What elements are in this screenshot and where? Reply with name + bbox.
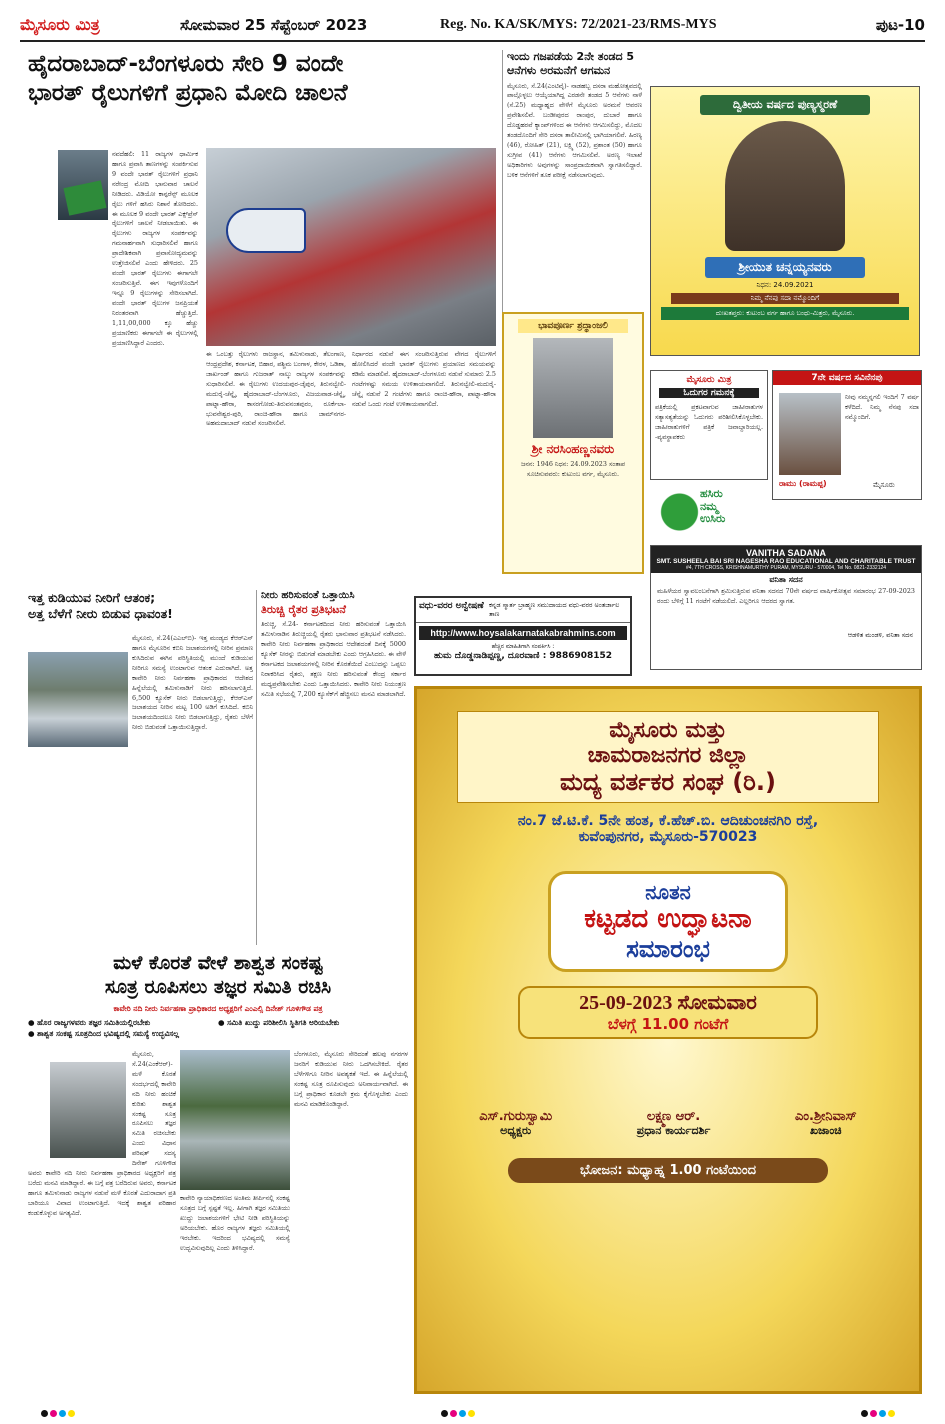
ad-line3: ಮದ್ಯ ವರ್ತಕರ ಸಂಘ (ರಿ.) bbox=[560, 768, 776, 796]
obit2-photo bbox=[533, 338, 613, 438]
water-body-text: ಮೈಸೂರು, ಸೆ.24(ಎಎಲ್‌ಬಿ)- ಇತ್ತ ಮಂಡ್ಯದ ಕೆಆರ್‌ಎಸ್ ಹಾಗೂ ಮೈಸೂರಿನ ಕಬಿನಿ ಜಲಾಶಯಗಳಲ್ಲಿ ನೀರಿನ ಪ್ರಮಾಣ ಕುಸಿದಿರುವ ಈಗಿನ ಪರಿಸ್ಥಿತಿಯಲ್ಲಿ ಮುಂದೆ ಕುಡಿಯುವ ನೀರಿಗೂ ಸಮಸ್ಯೆ ಉಂಟಾಗುವ ಆತಂಕ ಎದುರಾಗಿದೆ. ಅತ್ತ ಕಾವೇರಿ ನೀರು ನಿರ್ವಹಣಾ ಪ್ರಾಧಿಕಾರದ ಆದೇಶದ ಹಿನ್ನೆಲೆಯಲ್ಲಿ ತಮಿಳುನಾಡಿಗೆ ನೀರು ಹರಿಸಲಾಗುತ್ತಿದೆ. 6,500 ಕ್ಯೂಸೆಕ್ ನೀರು ಬಿಡಲಾಗುತ್ತಿದ್ದು, ಕೆಆರ್‌ಎಸ್ ಜಲಾಶಯದ ನೀರಿನ ಮಟ್ಟ 100 ಅಡಿಗೆ ಕುಸಿದಿದೆ. ಕಬಿನಿ ಜಲಾಶಯದಿಂದಲೂ ನೀರು ಬಿಡಲಾಗುತ್ತಿದ್ದು, ರೈತರು ಬೆಳೆಗೆ ನೀರು ಬಿಡುವಂತೆ ಒತ್ತಾಯಿಸುತ್ತಿದ್ದಾರೆ. bbox=[132, 634, 253, 732]
lead-headline-line2: ಭಾರತ್ ರೈಲುಗಳಿಗೆ ಪ್ರಧಾನಿ ಮೋದಿ ಚಾಲನೆ bbox=[28, 79, 348, 106]
committee-body-text1: ಮೈಸೂರು, ಸೆ.24(ಎಂಕೆಆರ್)- ಮಳೆ ಕೊರತೆ ಸಂದರ್ಭದಲ್ಲಿ ಕಾವೇರಿ ನದಿ ನೀರು ಹಂಚಿಕೆ ಕುರಿತು ಶಾಶ್ವತ ಸಂಕಷ್ಟ ಸೂತ್ರ ರೂಪಿಸಲು ತಜ್ಞರ ಸಮಿತಿ ರಚಿಸಬೇಕು ಎಂದು ವಿಧಾನ ಪರಿಷತ್ ಸದಸ್ಯ ದಿನೇಶ್ ಗೂಳಿಗೌಡ ಅವರು ಕಾವೇರಿ ನದಿ ನೀರು ನಿರ್ವಹಣಾ ಪ್ರಾಧಿಕಾರದ ಅಧ್ಯಕ್ಷರಿಗೆ ಪತ್ರ ಬರೆದು ಮನವಿ ಮಾಡಿದ್ದಾರೆ. ಈ ಬಗ್ಗೆ ಪತ್ರ ಬರೆದಿರುವ ಅವರು, ಕರ್ನಾಟಕ ಹಾಗೂ ತಮಿಳುನಾಡು ರಾಜ್ಯಗಳ ನಡುವೆ ಮಳೆ ಕೊರತೆ ಎದುರಾದಾಗ ಪ್ರತಿ ಬಾರಿಯೂ ವಿವಾದ ಉಂಟಾಗುತ್ತಿದೆ. ಇದಕ್ಕೆ ಶಾಶ್ವತ ಪರಿಹಾರ ಕಂಡುಕೊಳ್ಳುವ ಅಗತ್ಯವಿದೆ. bbox=[28, 1050, 176, 1217]
train-nose-shape bbox=[226, 208, 306, 253]
readers-notice bbox=[650, 370, 768, 480]
paper-logo: ಮೈಸೂರು ಮಿತ್ರ bbox=[20, 15, 100, 34]
color-registration-dots-left bbox=[40, 1402, 76, 1421]
water-body bbox=[28, 634, 253, 944]
notice-logo: ಮೈಸೂರು ಮಿತ್ರ bbox=[686, 375, 732, 385]
obit1-name: ಶ್ರೀಯುತ ಚನ್ನಯ್ಯನವರು bbox=[705, 257, 865, 278]
ad-address-line1: ನಂ.7 ಜೆ.ಟಿ.ಕೆ. 5ನೇ ಹಂತ, ಕೆ.ಹೆಚ್.ಬಿ. ಆದಿಚುಂಚನಗಿರಿ ರಸ್ತೆ, bbox=[517, 813, 819, 829]
green-line1: ಹಸಿರು bbox=[700, 487, 723, 500]
ad-treasurer: ಎಂ.ಶ್ರೀನಿವಾಸ್ bbox=[794, 1109, 857, 1124]
green-slogan bbox=[650, 486, 768, 538]
ad-nutana: ನೂತನ bbox=[645, 880, 691, 904]
obit3-text: ನೀವು ನಮ್ಮನ್ನಗಲಿ ಇಂದಿಗೆ 7 ವರ್ಷ ಕಳೆದಿದೆ. ನಿಮ್ಮ ನೆನಪು ಸದಾ ನಮ್ಮೊಂದಿಗೆ. bbox=[845, 393, 919, 421]
vanitha-title: VANITHA SADANA bbox=[746, 548, 826, 558]
committee-headline-line1: ಮಳೆ ಕೊರತೆ ವೇಳೆ ಶಾಶ್ವತ ಸಂಕಷ್ಟ bbox=[113, 952, 323, 974]
ad-secretary: ಲಕ್ಷ್ಮಣ ಆರ್. bbox=[646, 1109, 701, 1124]
committee-headline bbox=[28, 952, 408, 1000]
matrimony-ad bbox=[414, 596, 632, 676]
matri-contact: ಹುಮ ದೊಡ್ಡನಾಡಿಪ್ಪಣ್ಣ, ದೂರವಾಣಿ : 9886908152 bbox=[433, 651, 613, 661]
obit1-dates: ನಿಧನ: 24.09.2021 bbox=[756, 281, 814, 289]
vanitha-kannada-title: ವನಿತಾ ಸದನ bbox=[769, 575, 803, 584]
ad-lunch: ಭೋಜನ: ಮಧ್ಯಾಹ್ನ 1.00 ಗಂಟೆಯಿಂದ bbox=[508, 1158, 828, 1183]
issue-date: ಸೋಮವಾರ 25 ಸೆಪ್ಟೆಂಬರ್ 2023 bbox=[180, 16, 368, 34]
vande-bharat-train-photo bbox=[206, 148, 496, 346]
committee-bullet-2: ● ಸಮಿತಿ ಖುದ್ದು ಪರಿಶೀಲಿಸಿ ಸ್ಥಿತಿಗತಿ ಅರಿಯಬೇಕು bbox=[218, 1018, 340, 1027]
obit3-banner: 7ನೇ ವರ್ಷದ ಸವಿನೆನಪು bbox=[773, 371, 921, 385]
ad-kattada: ಕಟ್ಟಡದ ಉದ್ಘಾಟನಾ bbox=[584, 904, 752, 934]
water-photo-spacer bbox=[28, 634, 132, 752]
water-headline-line1: ಇತ್ತ ಕುಡಿಯುವ ನೀರಿಗೆ ಆತಂಕ; bbox=[28, 590, 156, 605]
green-line2: ನಮ್ಮ bbox=[700, 499, 719, 513]
protest-headline-line2: ತಿರುಚ್ಚಿ ರೈತರ ಪ್ರತಿಭಟನೆ bbox=[261, 602, 346, 616]
lead-headline-line1: ಹೈದರಾಬಾದ್-ಬೆಂಗಳೂರು ಸೇರಿ 9 ವಂದೇ bbox=[28, 51, 344, 77]
protest-story bbox=[256, 590, 406, 945]
committee-subheadline: ಕಾವೇರಿ ನದಿ ನೀರು ನಿರ್ವಹಣಾ ಪ್ರಾಧಿಕಾರದ ಅಧ್ಯಕ್ಷರಿಗೆ ಎಂಎಲ್ಸಿ ದಿನೇಶ್ ಗೂಳಿಗೌಡ ಪತ್ರ bbox=[113, 1004, 323, 1013]
obit2-banner: ಭಾವಪೂರ್ಣ ಶ್ರದ್ಧಾಂಜಲಿ bbox=[518, 319, 628, 333]
obit1-line: ನಿಮ್ಮ ನೆನಪು ಸದಾ ನಮ್ಮೊಂದಿಗೆ bbox=[671, 293, 899, 304]
obit2-name: ಶ್ರೀ ನರಸಿಂಹಣ್ಣನವರು bbox=[531, 442, 615, 456]
committee-bullets bbox=[28, 1018, 408, 1039]
vanitha-address: #4, 7TH CROSS, KRISHNAMURTHY PURAM, MYSURU - 570004, Tel No. 0821-2332124 bbox=[685, 565, 887, 571]
color-registration-dots-center bbox=[440, 1402, 476, 1421]
ad-samarambha: ಸಮಾರಂಭ bbox=[626, 935, 710, 963]
lead-paragraph-3: ನಿರ್ಧಾರದ ನಡುವೆ ಈಗ ಸಂಚರಿಸುತ್ತಿರುವ ವೇಗದ ರೈಲುಗಳಿಗೆ ಹೋಲಿಸಿದರೆ ವಂದೇ ಭಾರತ್ ರೈಲುಗಳು ಪ್ರಯಾಣದ ಸಮಯವನ್ನು ಕಡಿಮೆ ಮಾಡಲಿವೆ. ಹೈದರಾಬಾದ್-ಬೆಂಗಳೂರು ನಡುವೆ ಸುಮಾರು 2.5 ಗಂಟೆಗಳಷ್ಟು ಸಮಯ ಉಳಿತಾಯವಾಗಲಿದೆ. ತಿರುನಲ್ವೇಲಿ-ಮದುರೈ-ಚೆನ್ನೈ ನಡುವೆ 2 ಗಂಟೆಗಳು ಹಾಗೂ ರಾಂಚಿ-ಹೌರಾ, ಪಾಟ್ನಾ-ಹೌರಾ ನಡುವೆ ಒಂದು ಗಂಟೆ ಉಳಿತಾಯವಾಗಲಿದೆ. bbox=[352, 350, 496, 408]
notice-text: ಪತ್ರಿಕೆಯಲ್ಲಿ ಪ್ರಕಟವಾಗುವ ಜಾಹೀರಾತುಗಳ ಸತ್ಯಾಸತ್ಯತೆಯನ್ನು ಓದುಗರು ಪರಿಶೀಲಿಸಿಕೊಳ್ಳಬೇಕು. ಜಾಹೀರಾತುಗಳಿಗೆ ಪತ್ರಿಕೆ ಜವಾಬ್ದಾರಿಯಲ್ಲ. -ವ್ಯವಸ್ಥಾಪಕರು bbox=[655, 403, 763, 441]
vanitha-body: ಮಹಿಳೆಯರ ಸ್ವಾವಲಂಬನೆಗಾಗಿ ಶ್ರಮಿಸುತ್ತಿರುವ ವನಿತಾ ಸದನದ 70ನೇ ವರ್ಷದ ವಾರ್ಷಿಕೋತ್ಸವ ಸಮಾರಂಭ 27-09-2023 ರಂದು ಬೆಳಿಗ್ಗೆ 11 ಗಂಟೆಗೆ ನಡೆಯಲಿದೆ. ಎಲ್ಲರಿಗೂ ಆದರದ ಸ್ವಾಗತ. bbox=[657, 587, 915, 605]
liquor-traders-association-ad bbox=[414, 686, 922, 1394]
obit2-text: ಜನನ: 1946 ನಿಧನ: 24.09.2023 ಸಂತಾಪ ಸೂಚಿಸುವವರು: ಕುಟುಂಬ ವರ್ಗ, ಮೈಸೂರು. bbox=[521, 460, 625, 478]
matri-note: ಹೆಚ್ಚಿನ ಮಾಹಿತಿಗಾಗಿ ಸಂಪರ್ಕಿಸಿ : bbox=[491, 643, 555, 650]
matri-desc: ಕನ್ನಡ ಸ್ಮಾರ್ತ ಬ್ರಾಹ್ಮಣ ಸಮುದಾಯದ ವಧು-ವರರ ಅಂತರ್ಜಾಲ ತಾಣ bbox=[489, 601, 620, 618]
water-headline bbox=[28, 590, 256, 621]
matri-url[interactable]: http://www.hoysalakarnatakabrahmins.com bbox=[419, 626, 627, 640]
committee-headline-line2: ಸೂತ್ರ ರೂಪಿಸಲು ತಜ್ಞರ ಸಮಿತಿ ರಚಿಸಿ bbox=[104, 975, 332, 998]
obit1-banner: ದ್ವಿತೀಯ ವರ್ಷದ ಪುಣ್ಯಸ್ಮರಣೆ bbox=[700, 95, 870, 115]
obituary-chennaiah bbox=[650, 86, 920, 356]
lead-body-col1 bbox=[58, 150, 198, 640]
ad-president: ಎಸ್.ಗುರುಸ್ವಾಮಿ bbox=[479, 1109, 553, 1124]
obituary-narasimhanna bbox=[502, 312, 644, 574]
ad-time: ಬೆಳಗ್ಗೆ 11.00 ಗಂಟೆಗೆ bbox=[607, 1015, 729, 1033]
protest-body: ತಿರುಚ್ಚಿ, ಸೆ.24- ಕರ್ನಾಟಕದಿಂದ ನೀರು ಹರಿಸುವಂತೆ ಒತ್ತಾಯಿಸಿ ತಮಿಳುನಾಡಿನ ತಿರುಚ್ಚಿಯಲ್ಲಿ ರೈತರು ಭಾನುವಾರ ಪ್ರತಿಭಟನೆ ನಡೆಸಿದರು. ಕಾವೇರಿ ನೀರು ನಿರ್ವಹಣಾ ಪ್ರಾಧಿಕಾರದ ಆದೇಶದಂತೆ ದಿನಕ್ಕೆ 5000 ಕ್ಯೂಸೆಕ್ ನೀರನ್ನು ಬಿಡುಗಡೆ ಮಾಡಬೇಕು ಎಂದು ಆಗ್ರಹಿಸಿದರು. ಈ ವೇಳೆ ಕರ್ನಾಟಕದ ಜಲಾಶಯಗಳಲ್ಲಿ ನೀರಿನ ಕೊರತೆಯಿದೆ ಎಂಬುದನ್ನು ಒಪ್ಪಲು ನಿರಾಕರಿಸಿದ ರೈತರು, ತಕ್ಷಣ ನೀರು ಹರಿಸುವಂತೆ ಕೇಂದ್ರ ಸರ್ಕಾರ ಮಧ್ಯಪ್ರವೇಶಿಸಬೇಕು ಎಂದು ಒತ್ತಾಯಿಸಿದರು. ಕಾವೇರಿ ನೀರು ನಿಯಂತ್ರಣ ಸಮಿತಿ ಸಭೆಯಲ್ಲಿ 7,200 ಕ್ಯೂಸೆಕ್‌ಗೆ ಹೆಚ್ಚಿಸಲು ಮನವಿ ಮಾಡಲಾಗಿದೆ. bbox=[261, 620, 406, 698]
ad-line1: ಮೈಸೂರು ಮತ್ತು bbox=[609, 718, 727, 743]
vanitha-sadana-notice bbox=[650, 545, 922, 670]
notice-title: ಓದುಗರ ಗಮನಕ್ಕೆ bbox=[659, 388, 759, 398]
masthead-bar bbox=[20, 10, 925, 42]
elephants-headline: ಇಂದು ಗಜಪಡೆಯ 2ನೇ ತಂಡದ 5 ಆನೆಗಳು ಅರಮನೆಗೆ ಆಗಮನ bbox=[507, 50, 635, 77]
lead-paragraph-1: ನವದೆಹಲಿ: 11 ರಾಜ್ಯಗಳ ಧಾರ್ಮಿಕ ಹಾಗೂ ಪ್ರವಾಸಿ ತಾಣಗಳನ್ನು ಸಂಪರ್ಕಿಸುವ 9 ವಂದೇ ಭಾರತ್ ರೈಲುಗಳಿಗೆ ಪ್ರಧಾನಿ ನರೇಂದ್ರ ಮೋದಿ ಭಾನುವಾರ ಚಾಲನೆ ನೀಡಿದರು. ವಿಡಿಯೋ ಕಾನ್ಫರೆನ್ಸ್ ಮೂಲಕ ರೈಲು ಗಳಿಗೆ ಹಸಿರು ನಿಶಾನೆ ತೋರಿದರು. ಈ ಮೂಲಕ 9 ವಂದೇ ಭಾರತ್ ಎಕ್ಸ್‌ಪ್ರೆಸ್ ರೈಲುಗಳಿಗೆ ಚಾಲನೆ ನೀಡಲಾಯಿತು. ಈ ರೈಲುಗಳು ರಾಜ್ಯಗಳ ಸಂಪರ್ಕವನ್ನು ಗಮನಾರ್ಹವಾಗಿ ಸುಧಾರಿಸಲಿವೆ ಹಾಗೂ ಪ್ರಾದೇಶಿಕವಾಗಿ ಪ್ರವಾಸೋದ್ಯಮವನ್ನು ಉತ್ತೇಜಿಸಲಿವೆ ಎಂದು ಹೇಳಿದರು. 25 ವಂದೇ ಭಾರತ್ ರೈಲುಗಳು ಈಗಾಗಲೇ ಸಂಚರಿಸುತ್ತಿವೆ. ಈಗ ಇವುಗಳೊಂದಿಗೆ ಇನ್ನೂ 9 ರೈಲುಗಳನ್ನು ಸೇರಿಸಲಾಗಿದೆ. ವಂದೇ ಭಾರತ್ ರೈಲುಗಳ ಜನಪ್ರಿಯತೆ ನಿರಂತರವಾಗಿ ಹೆಚ್ಚುತ್ತಿದೆ. 1,11,00,000 ಕ್ಕೂ ಹೆಚ್ಚು ಪ್ರಯಾಣಿಕರು ಈಗಾಗಲೇ ಈ ರೈಲುಗಳಲ್ಲಿ ಪ್ರಯಾಣಿಸಿದ್ದಾರೆ ಎಂದರು. bbox=[112, 150, 198, 347]
obit3-photo bbox=[779, 393, 841, 475]
ad-date: 25-09-2023 ಸೋಮವಾರ bbox=[579, 992, 757, 1014]
committee-body-col1 bbox=[28, 1050, 176, 1395]
committee-photo-spacer bbox=[28, 1050, 132, 1162]
lead-paragraph-2: ಈ ಒಂಬತ್ತು ರೈಲುಗಳು ರಾಜಸ್ಥಾನ, ತಮಿಳುನಾಡು, ತೆಲಂಗಾಣ, ಆಂಧ್ರಪ್ರದೇಶ, ಕರ್ನಾಟಕ, ಬಿಹಾರ, ಪಶ್ಚಿಮ ಬಂಗಾಳ, ಕೇರಳ, ಒಡಿಶಾ, ಜಾರ್ಖಂಡ್ ಹಾಗೂ ಗುಜರಾತ್ ನಾಲ್ಕು ರಾಜ್ಯಗಳ ಸಂಪರ್ಕವನ್ನು ಸುಧಾರಿಸಲಿವೆ. ಈ ರೈಲುಗಳು ಉದಯಪುರ-ಜೈಪುರ, ತಿರುನಲ್ವೇಲಿ-ಮದುರೈ-ಚೆನ್ನೈ, ಹೈದರಾಬಾದ್-ಬೆಂಗಳೂರು, ವಿಜಯವಾಡ-ಚೆನ್ನೈ, ಪಾಟ್ನಾ-ಹೌರಾ, ಕಾಸರಗೋಡು-ತಿರುವನಂತಪುರಂ, ರೂರ್ಕೆಲಾ-ಭುವನೇಶ್ವರ-ಪುರಿ, ರಾಂಚಿ-ಹೌರಾ ಹಾಗೂ ಜಾಮ್‌ನಗರ-ಅಹಮದಾಬಾದ್ ನಡುವೆ ಸಂಚರಿಸಲಿವೆ. bbox=[206, 350, 346, 428]
page-number: ಪುಟ-10 bbox=[875, 16, 925, 34]
obit1-photo bbox=[725, 121, 845, 251]
color-registration-dots-right bbox=[860, 1402, 896, 1421]
obit3-family: ಮೈಸೂರು bbox=[873, 481, 895, 489]
vanitha-sign: ಆಡಳಿತ ಮಂಡಳಿ, ವನಿತಾ ಸದನ bbox=[847, 631, 913, 639]
committee-bullet-3: ● ಶಾಶ್ವತ ಸಂಕಷ್ಟ ಸೂತ್ರದಿಂದ ಭವಿಷ್ಯದಲ್ಲಿ ಸಮಸ್ಯೆ ಉದ್ಭವಿಸಲ್ಲ bbox=[28, 1028, 180, 1038]
committee-body-col3: ಬೆಂಗಳೂರು, ಮೈಸೂರು ಸೇರಿದಂತೆ ಹಲವು ನಗರಗಳ ಜನರಿಗೆ ಕುಡಿಯುವ ನೀರು ಒದಗಿಸಬೇಕಿದೆ. ರೈತರ ಬೆಳೆಗಳಿಗೂ ನೀರಿನ ಅವಶ್ಯಕತೆ ಇದೆ. ಈ ಹಿನ್ನೆಲೆಯಲ್ಲಿ ಸಂಕಷ್ಟ ಸೂತ್ರ ರೂಪಿಸುವುದು ಅನಿವಾರ್ಯವಾಗಿದೆ. ಈ ಬಗ್ಗೆ ಪ್ರಾಧಿಕಾರ ಕೂಡಲೇ ಕ್ರಮ ಕೈಗೊಳ್ಳಬೇಕು ಎಂದು ಮನವಿ ಮಾಡಿಕೊಂಡಿದ್ದಾರೆ. bbox=[294, 1050, 408, 1108]
elephants-body: ಮೈಸೂರು, ಸೆ.24(ಎಂಟಿವೈ)- ನಾಡಹಬ್ಬ ದಸರಾ ಮಹೋತ್ಸವದಲ್ಲಿ ಪಾಲ್ಗೊಳ್ಳಲು ಆಯ್ಕೆಯಾಗಿದ್ದ ಎರಡನೇ ತಂಡದ 5 ಆನೆಗಳು ನಾಳೆ (ಸೆ.25) ಮಧ್ಯಾಹ್ನದ ವೇಳೆಗೆ ಮೈಸೂರು ಅರಮನೆ ಆವರಣ ಪ್ರವೇಶಿಸಲಿವೆ. ಬಂಡೀಪುರದ ರಾಂಪುರ, ದುಬಾರೆ ಹಾಗೂ ದೊಡ್ಡಹರವೆ ಕ್ಯಾಂಪ್‌ಗಳಿಂದ ಈ ಆನೆಗಳು ಆಗಮಿಸಲಿದ್ದು, ಮೊದಲ ತಂಡದೊಂದಿಗೆ ಸೇರಿ ದಸರಾ ತಾಲೀಮಿನಲ್ಲಿ ಭಾಗಿಯಾಗಲಿವೆ. ಹಿರಣ್ಯ (46), ರೋಹಿತ್ (21), ಲಕ್ಷ್ಮಿ (52), ಪ್ರಶಾಂತ (50) ಹಾಗೂ ಸುಗ್ರೀವ (41) ಆನೆಗಳು ಆಗಮಿಸಲಿವೆ. ಅರಣ್ಯ ಇಲಾಖೆ ಅಧಿಕಾರಿಗಳು ಅವುಗಳನ್ನು ಸಾಂಪ್ರದಾಯಿಕವಾಗಿ ಸ್ವಾಗತಿಸಲಿದ್ದಾರೆ. ಬಳಿಕ ಆನೆಗಳಿಗೆ ತೂಕ ಪರೀಕ್ಷೆ ನಡೆಸಲಾಗುವುದು. bbox=[507, 81, 642, 179]
green-line3: ಉಸಿರು bbox=[700, 512, 726, 526]
river-photo bbox=[180, 1050, 290, 1190]
obit1-family: ದುಃಖತಪ್ತರು: ಕುಟುಂಬ ವರ್ಗ ಹಾಗೂ ಬಂಧು-ಮಿತ್ರರು, ಮೈಸೂರು. bbox=[661, 307, 909, 320]
registration-number: Reg. No. KA/SK/MYS: 72/2021-23/RMS-MYS bbox=[440, 17, 717, 32]
obit3-name: ರಾಮು (ರಾಮಪ್ಪ) bbox=[779, 479, 827, 488]
ad-address-line2: ಕುವೆಂಪುನಗರ, ಮೈಸೂರು-570023 bbox=[578, 829, 758, 845]
ad-secretary-role: ಪ್ರಧಾನ ಕಾರ್ಯದರ್ಶಿ bbox=[636, 1124, 711, 1137]
committee-body-col2: ಕಾವೇರಿ ನ್ಯಾಯಾಧಿಕರಣದ ಅಂತಿಮ ತೀರ್ಪಿನಲ್ಲಿ ಸಂಕಷ್ಟ ಸೂತ್ರದ ಬಗ್ಗೆ ಸ್ಪಷ್ಟತೆ ಇಲ್ಲ. ಹೀಗಾಗಿ ತಜ್ಞರ ಸಮಿತಿಯು ಖುದ್ದು ಜಲಾಶಯಗಳಿಗೆ ಭೇಟಿ ನೀಡಿ ಪರಿಸ್ಥಿತಿಯನ್ನು ಅರಿಯಬೇಕು. ಹೊರ ರಾಜ್ಯಗಳ ತಜ್ಞರು ಸಮಿತಿಯಲ್ಲಿ ಇರಬೇಕು. ಇದರಿಂದ ಭವಿಷ್ಯದಲ್ಲಿ ಸಮಸ್ಯೆ ಉದ್ಭವಿಸುವುದಿಲ್ಲ ಎಂದು ತಿಳಿಸಿದ್ದಾರೆ. bbox=[180, 1194, 290, 1252]
obituary-ramu bbox=[772, 370, 922, 500]
ad-treasurer-role: ಖಜಾಂಚಿ bbox=[810, 1124, 842, 1137]
vanitha-subtitle: SMT. SUSHEELA BAI SRI NAGESHA RAO EDUCATIONAL AND CHARITABLE TRUST bbox=[656, 558, 916, 565]
protest-headline-line1: ನೀರು ಹರಿಸುವಂತೆ ಒತ್ತಾಯಿಸಿ bbox=[261, 590, 355, 601]
water-headline-line2: ಅತ್ತ ಬೆಳೆಗೆ ನೀರು ಬಿಡುವ ಧಾವಂತ! bbox=[28, 605, 173, 621]
lead-headline bbox=[28, 50, 498, 108]
committee-bullet-1: ● ಹೊರ ರಾಜ್ಯಗಳವರು ತಜ್ಞರ ಸಮಿತಿಯಲ್ಲಿರಬೇಕು bbox=[28, 1018, 151, 1027]
ad-line2: ಚಾಮರಾಜನಗರ ಜಿಲ್ಲಾ bbox=[587, 743, 749, 768]
matri-title: ವಧು-ವರರ ಅನ್ವೇಷಣೆ bbox=[419, 601, 484, 611]
ad-president-role: ಅಧ್ಯಕ್ಷರು bbox=[500, 1124, 532, 1137]
